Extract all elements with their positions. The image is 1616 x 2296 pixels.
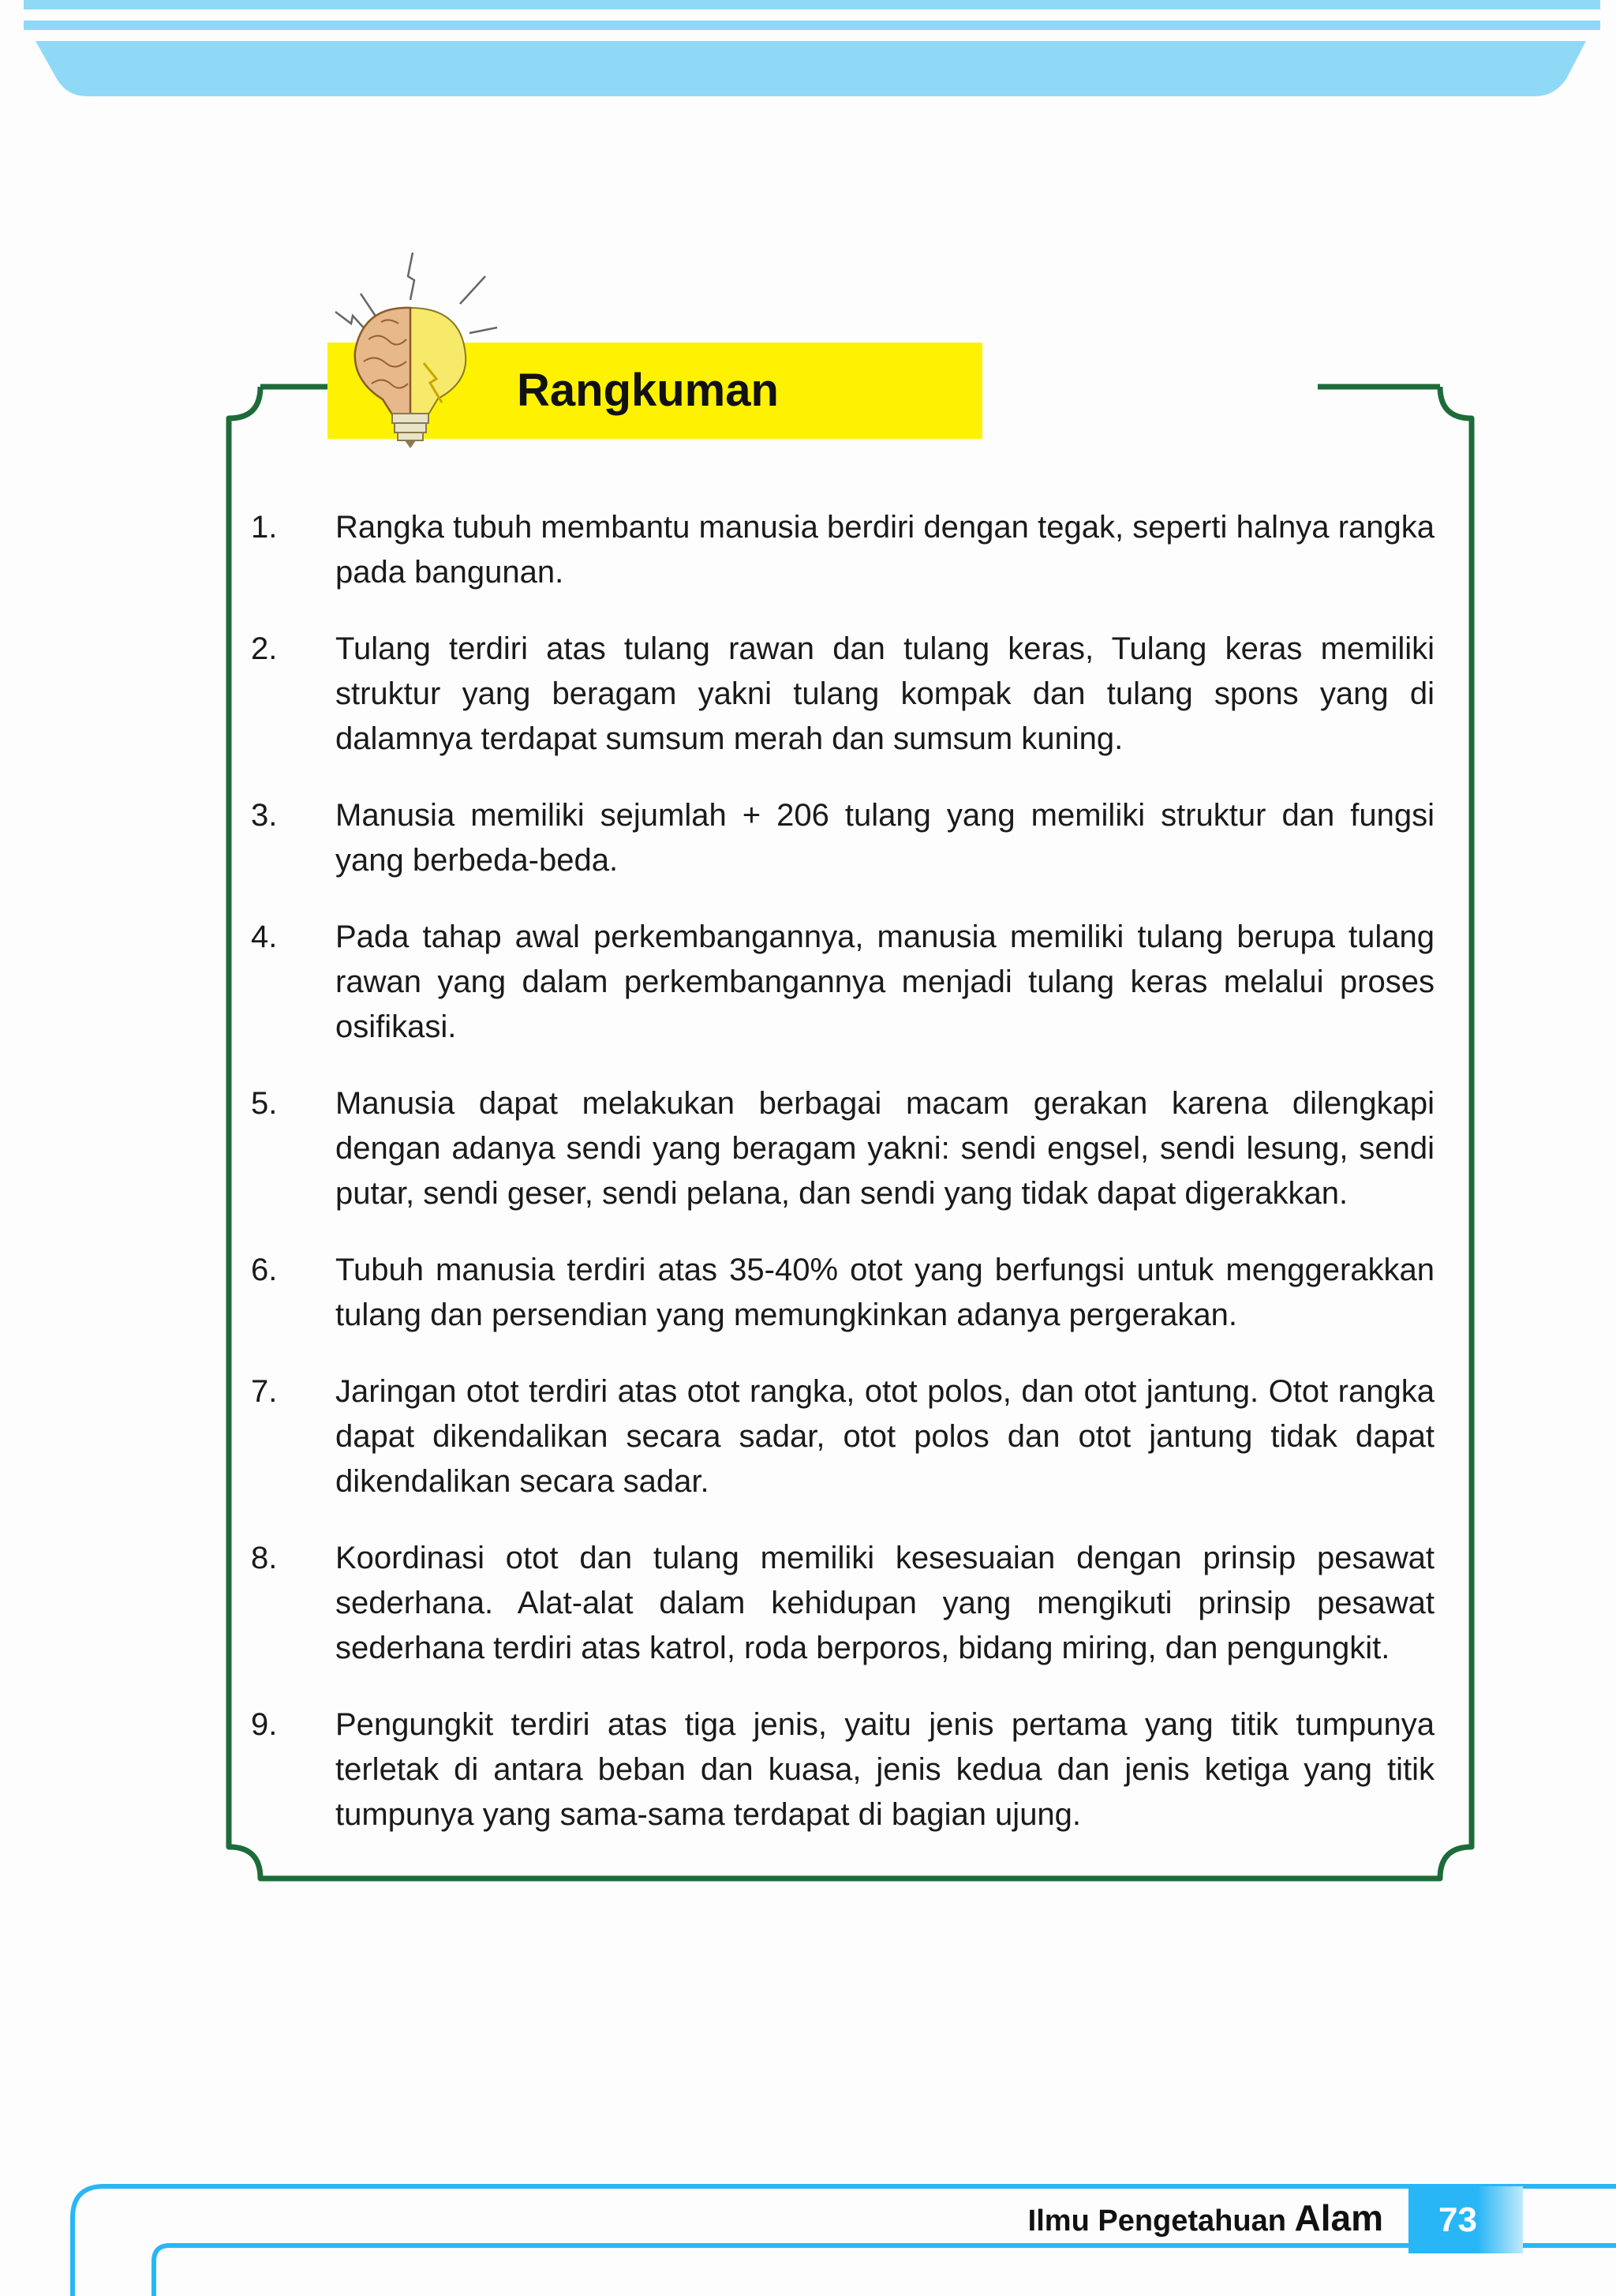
- book-title-emphasis: Alam: [1294, 2197, 1383, 2238]
- item-number: 2.: [251, 631, 278, 666]
- item-number: 3.: [251, 798, 278, 833]
- list-item: [251, 505, 1435, 595]
- page-number: 73: [1438, 2200, 1477, 2239]
- item-number: 7.: [251, 1374, 278, 1409]
- item-number: 9.: [251, 1707, 278, 1742]
- item-text: Koordinasi otot dan tulang memiliki kesesuaian dengan prinsip pesawat sederhana. Alat-alat dalam kehidupan yang mengikuti prinsip pesawat sederhana terdiri atas katrol, roda berporos, bidang miring, dan pengungkit.: [335, 1541, 1435, 1665]
- item-text: Rangka tubuh membantu manusia berdiri dengan tegak, seperti halnya rangka pada bangunan.: [335, 510, 1435, 590]
- list-item: [251, 1248, 1435, 1338]
- list-item: [251, 1536, 1435, 1671]
- item-number: 4.: [251, 920, 278, 954]
- item-number: 1.: [251, 510, 278, 545]
- item-text: Pengungkit terdiri atas tiga jenis, yaitu jenis pertama yang titik tumpunya terletak di antara beban dan kuasa, jenis kedua dan jenis ketiga yang titik tumpunya yang sama-sama terdapat di bagian ujung.: [335, 1707, 1435, 1832]
- item-text: Manusia memiliki sejumlah + 206 tulang yang memiliki struktur dan fungsi yang berbeda-beda.: [335, 798, 1435, 878]
- list-item: [251, 1702, 1435, 1837]
- item-text: Jaringan otot terdiri atas otot rangka, otot polos, dan otot jantung. Otot rangka dapat dikendalikan secara sadar, otot polos dan otot jantung tidak dapat dikendalikan secara sadar.: [335, 1374, 1435, 1499]
- item-number: 8.: [251, 1541, 278, 1575]
- list-item: [251, 1369, 1435, 1504]
- list-item: [251, 915, 1435, 1050]
- list-item: [251, 1081, 1435, 1216]
- brain-lightbulb-icon: [320, 245, 501, 450]
- item-number: 6.: [251, 1253, 278, 1287]
- item-number: 5.: [251, 1086, 278, 1121]
- item-text: Manusia dapat melakukan berbagai macam gerakan karena dilengkapi dengan adanya sendi yang beragam yakni: sendi engsel, sendi lesung, sendi putar, sendi geser, sendi pelana, dan sendi yang tidak dapat digerakkan.: [335, 1086, 1435, 1211]
- header-decoration: [0, 0, 1616, 110]
- book-title-text: Ilmu Pengetahuan: [1027, 2204, 1286, 2238]
- list-item: [251, 627, 1435, 762]
- summary-list: [251, 505, 1435, 1869]
- list-item: [251, 793, 1435, 883]
- book-title: [1028, 2194, 1383, 2242]
- item-text: Tulang terdiri atas tulang rawan dan tulang keras, Tulang keras memiliki struktur yang beragam yakni tulang kompak dan tulang spons yang di dalamnya terdapat sumsum merah dan sumsum kuning.: [335, 631, 1435, 756]
- section-title: Rangkuman: [517, 365, 779, 416]
- item-text: Pada tahap awal perkembangannya, manusia memiliki tulang berupa tulang rawan yang dalam perkembangannya menjadi tulang keras melalui proses osifikasi.: [335, 920, 1435, 1044]
- item-text: Tubuh manusia terdiri atas 35-40% otot yang berfungsi untuk menggerakkan tulang dan persendian yang memungkinkan adanya pergerakan.: [335, 1253, 1435, 1332]
